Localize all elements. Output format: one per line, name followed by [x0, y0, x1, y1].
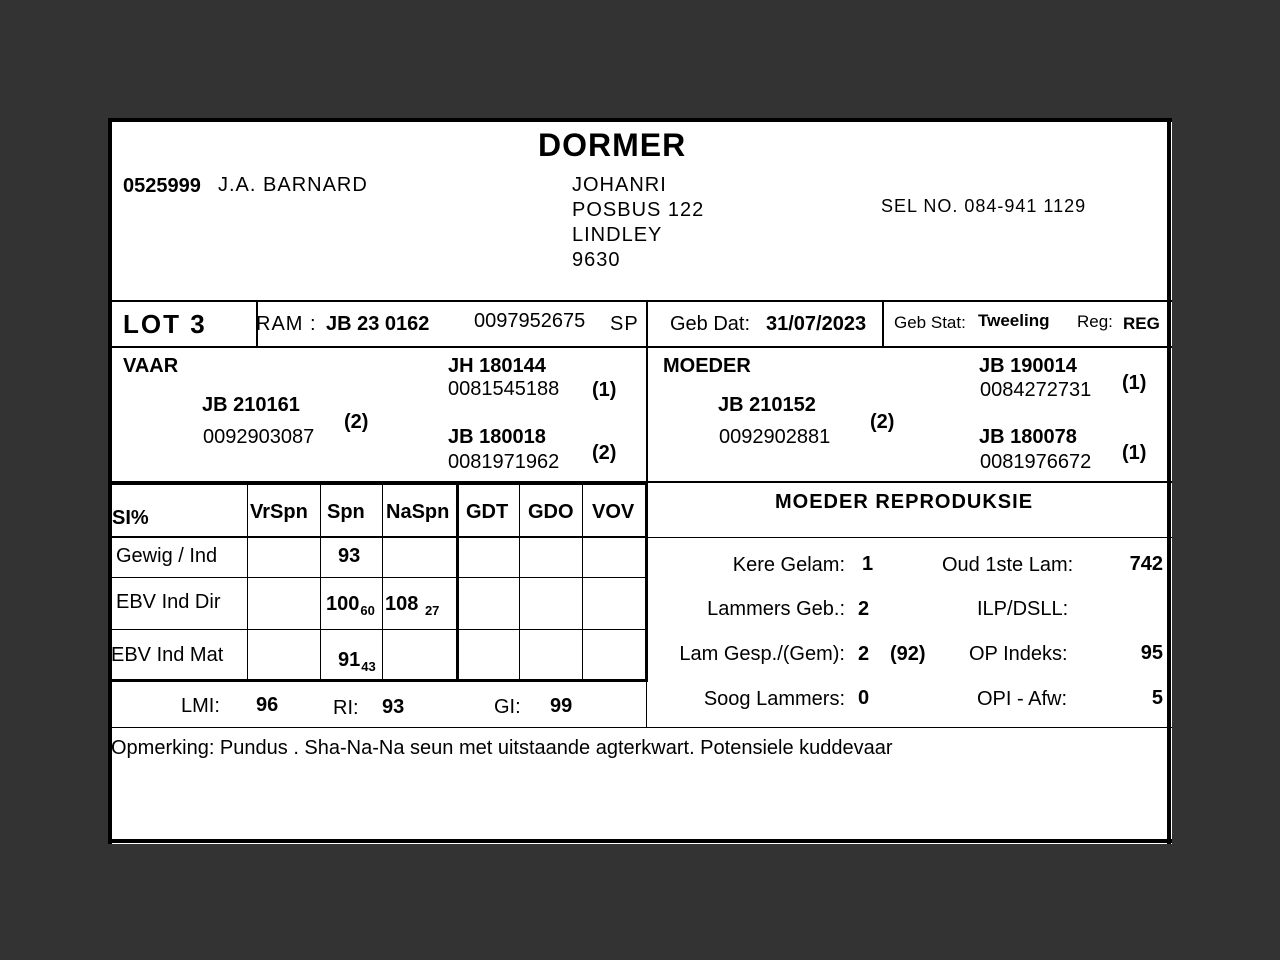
perf-table-top [108, 482, 647, 485]
phone-number: SEL NO. 084-941 1129 [881, 196, 1087, 216]
perf-row-line-2 [108, 629, 647, 630]
perf-row-line-1 [108, 577, 647, 578]
birth-status: Tweeling [978, 311, 1050, 330]
perf-col-line-5 [519, 484, 520, 680]
kere-gelam-value: 1 [862, 553, 874, 575]
row-ebv-mat-spn: $91_{43}$ [338, 649, 376, 674]
ram-id: JB 23 0162 [326, 313, 430, 335]
dam-dam-number: 0081976672 [980, 451, 1092, 473]
col-header-vov: VOV [592, 501, 635, 523]
perf-col-line-1 [247, 484, 248, 680]
lot-row-bottom [108, 346, 1172, 348]
kere-gelam-label: Kere Gelam: [732, 554, 845, 576]
dam-dam-grade: (1) [1122, 442, 1147, 464]
opi-afw-value: 5 [1151, 687, 1163, 709]
dam-dam-id: JB 180078 [979, 426, 1077, 448]
repro-left-border [646, 482, 647, 728]
address-line-4: 9630 [572, 249, 621, 271]
perf-col-line-4 [456, 484, 459, 680]
op-indeks-value: 95 [1140, 642, 1163, 664]
address-line-1: JOHANRI [572, 174, 667, 196]
col-header-vrspn: VrSpn [250, 501, 308, 523]
col-header-gdo: GDO [528, 501, 574, 523]
pedigree-divider [646, 346, 648, 482]
ilp-dsll-label: ILP/DSLL: [977, 598, 1069, 620]
perf-header-bottom [108, 536, 647, 538]
breed-title: DORMER [538, 127, 687, 163]
gi-value: 99 [550, 695, 573, 717]
sire-grade: (2) [344, 411, 369, 433]
oud-1ste-lam-value: 742 [1129, 553, 1163, 575]
sire-dam-id: JB 180018 [448, 426, 546, 448]
lammers-geb-value: 2 [858, 598, 870, 620]
birth-date: 31/07/2023 [766, 313, 867, 335]
sire-dam-grade: (2) [592, 442, 617, 464]
col-header-naspn: NaSpn [386, 501, 450, 523]
repro-title: MOEDER REPRODUKSIE [775, 491, 1034, 513]
remarks-text: Opmerking: Pundus . Sha-Na-Na seun met uitstaande agterkwart. Potensiele kuddevaar [111, 737, 893, 759]
repro-title-bottom [646, 537, 1172, 538]
frame-top [108, 118, 1172, 122]
dam-label: MOEDER [663, 355, 751, 377]
perf-table-bottom [108, 679, 647, 682]
birth-status-label: Geb Stat: [894, 313, 966, 332]
ri-label: RI: [333, 697, 359, 719]
op-indeks-label: OP Indeks: [969, 643, 1068, 665]
sire-dam-number: 0081971962 [448, 451, 560, 473]
sire-sire-grade: (1) [592, 379, 617, 401]
dam-number: 0092902881 [719, 426, 831, 448]
perf-col-line-2 [320, 484, 321, 680]
lmi-value: 96 [256, 694, 279, 716]
remarks-top-border [108, 727, 1172, 728]
sire-sire-number: 0081545188 [448, 378, 560, 400]
frame-bottom [108, 839, 1172, 843]
ram-grade: SP [610, 313, 639, 335]
row-ebv-dir-naspn: 108 $_{27}$ [385, 593, 440, 618]
dam-sire-id: JB 190014 [979, 355, 1077, 377]
gi-label: GI: [494, 696, 521, 718]
row-label-gewig: Gewig / Ind [116, 545, 218, 567]
dam-id: JB 210152 [718, 394, 816, 416]
oud-1ste-lam-label: Oud 1ste Lam: [942, 554, 1074, 576]
dam-sire-number: 0084272731 [980, 379, 1092, 401]
lam-gesp-label: Lam Gesp./(Gem): [679, 643, 845, 665]
row-gewig-spn: 93 [338, 545, 361, 567]
soog-lammers-label: Soog Lammers: [703, 688, 845, 710]
col-header-si: SI% [112, 507, 149, 529]
sire-label: VAAR [123, 355, 179, 377]
lot-divider-2 [646, 300, 648, 346]
lot-card [108, 118, 1172, 844]
opi-afw-label: OPI - Afw: [977, 688, 1068, 710]
lam-gesp-value: 2 [858, 643, 870, 665]
address-line-3: LINDLEY [572, 224, 663, 246]
owner-id: 0525999 [123, 175, 201, 197]
lammers-geb-label: Lammers Geb.: [707, 598, 845, 620]
col-header-gdt: GDT [466, 501, 509, 523]
lmi-label: LMI: [181, 695, 220, 717]
birth-date-label: Geb Dat: [670, 313, 751, 335]
sire-sire-id: JH 180144 [448, 355, 546, 377]
lot-divider-3 [882, 300, 884, 346]
reg-value: REG [1123, 314, 1160, 333]
lot-label: LOT 3 [123, 309, 207, 339]
ram-number: 0097952675 [474, 310, 586, 332]
ri-value: 93 [382, 696, 405, 718]
soog-lammers-value: 0 [858, 687, 870, 709]
sire-id: JB 210161 [202, 394, 300, 416]
lot-row-top [108, 300, 1172, 302]
perf-col-line-6 [582, 484, 583, 680]
row-ebv-dir-spn: $100_{60}$ [326, 593, 375, 618]
col-header-spn: Spn [327, 501, 365, 523]
owner-name: J.A. BARNARD [218, 174, 368, 196]
reg-label: Reg: [1077, 312, 1113, 331]
row-label-ebv-dir: EBV Ind Dir [116, 591, 221, 613]
sire-number: 0092903087 [203, 426, 315, 448]
dam-grade: (2) [870, 411, 895, 433]
row-label-ebv-mat: EBV Ind Mat [111, 644, 224, 666]
perf-col-line-3 [382, 484, 383, 680]
dam-sire-grade: (1) [1122, 372, 1147, 394]
address-line-2: POSBUS 122 [572, 199, 705, 221]
ram-label: RAM : [256, 313, 317, 335]
lam-gesp-gem-value: (92) [890, 643, 926, 665]
